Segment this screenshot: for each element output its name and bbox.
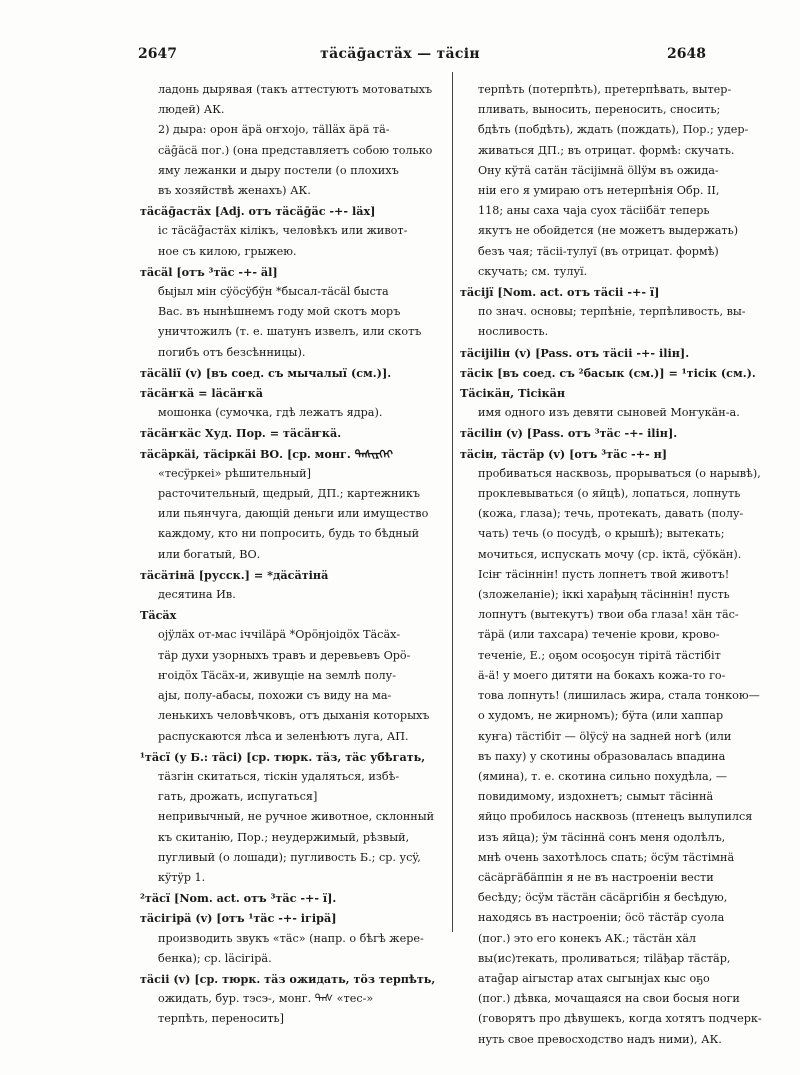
page-number-right: 2648 [667, 46, 706, 62]
entry-headword-line: тäсäркäi, тäсiркäi ВО. [ср. монг. ᠲᠡᠰᠢᠷᠬᠡᠢ [140, 446, 393, 461]
entry-text-line: повидимому, издохнетъ; сымыт тäсiннä [478, 790, 714, 804]
column-divider [452, 72, 453, 932]
entry-text-line: находясь въ настроенiи; öсö тäстäр суола [478, 911, 725, 925]
entry-headword-line: тäсiн, тäстäр (v) [отъ ³тäс -+- н] [460, 446, 668, 461]
entry-headword-line: тäсiliн (v) [Pass. отъ ³тäс -+- iliн]. [460, 426, 678, 441]
entry-text-line: имя одного изъ девяти сыновей Моҥукäн-а. [478, 406, 740, 420]
entry-text-line: пливать, выносить, переносить, сносить; [478, 103, 721, 117]
entry-text-line: въ хозяйствѣ женахъ) АК. [158, 184, 311, 198]
entry-headword-line: тäсii (v) [ср. тюрк. тäз ожидать, тӧз терпѣть, [140, 971, 436, 986]
entry-text-line: (кожа, глаза); течь, протекать, давать (полу- [478, 507, 744, 521]
entry-headword-line: тäсäḡастäх [Adj. отъ тäсäḡäс -+- lӓх] [140, 204, 376, 219]
entry-text-line: Iсiҥ тäсiннiн! пусть лопнетъ твой животъ! [478, 567, 730, 581]
entry-text-line: проклевываться (о яйцѣ), лопаться, лопнуть [478, 487, 741, 501]
running-header [0, 40, 800, 70]
entry-text-line: людей) АК. [158, 103, 225, 117]
entry-text-line: или богатый, ВО. [158, 547, 261, 561]
entry-text-line: каждому, кто ни попросить, будь то бѣдный [158, 527, 420, 541]
entry-text-line: (говорятъ про дѣвушекъ, когда хотятъ подчерк- [478, 1012, 762, 1026]
entry-text-line: быjыл мiн сÿöсÿбÿн *бысал-тäсäl быста [158, 285, 389, 299]
entry-text-line: тäрä (или тахсара) теченiе крови, крово- [478, 628, 720, 642]
entry-text-line: ожидать, бур. тэсэ-, монг. ᠲᠡᠰ «тес-» [158, 992, 374, 1006]
entry-text-line: бесѣду; öсÿм тäстäн сäсäргiбiн я бесѣдую, [478, 891, 728, 905]
entry-text-line: пробиваться насквозь, прорываться (о нарывѣ), [478, 466, 761, 480]
entry-text-line: въ паху) у скотины образовалась впадина [478, 749, 726, 763]
entry-text-line: бдѣть (побдѣть), ждать (пождать), Пор.; удер- [478, 123, 749, 137]
entry-text-line: «тесÿркеi» рѣшительный] [158, 466, 311, 480]
entry-headword-line: ²тäсï [Nom. act. отъ ³тäс -+- ï]. [140, 891, 337, 906]
entry-headword-line: тäсäҥкäс Худ. Пор. = тäсäҥкä. [140, 426, 342, 441]
entry-headword-line: тäсäl [отъ ³тäс -+- äl] [140, 264, 278, 279]
entry-text-line: кÿтÿр 1. [158, 870, 206, 884]
entry-text-line: носливость. [478, 325, 549, 339]
entry-text-line: 2) дыра: орон äрä оҥхоjо, тällӓх äрä тä- [158, 123, 390, 137]
entry-headword-line: ¹тäсï (у Б.: тäсi) [ср. тюрк. тäз, тäс убѣгать, [140, 749, 426, 764]
page-number-left: 2647 [138, 46, 177, 62]
entry-text-line: по знач. основы; терпѣнiе, терпѣливость, вы- [478, 305, 746, 319]
entry-headword-line: тäсiк [въ соед. съ ²басык (см.)] = ¹тiсiк (см.). [460, 365, 756, 380]
entry-headword-line: тäсäliï (v) [въ соед. съ мычалыï (см.)]. [140, 365, 392, 380]
entry-text-line: живаться ДП.; въ отрицат. формѣ: скучать. [478, 143, 735, 157]
entry-headword-line: тäсiгiрä (v) [отъ ¹тäс -+- iгiрä] [140, 911, 337, 926]
entry-headword-line: тäсijï [Nom. act. отъ тäсii -+- ï] [460, 285, 660, 300]
entry-text-line: атаḡар аiгыстар атах сыгынjах кыс оҕо [478, 971, 710, 985]
entry-text-line: сäсäргäбäппiн я не въ настроенiи вести [478, 870, 714, 884]
entry-text-line: мошонка (сумочка, гдѣ лежатъ ядра). [158, 406, 383, 420]
entry-text-line: ä-ä! у моего дитяти на бокахъ кожа-то го- [478, 668, 726, 682]
entry-text-line: чать) течь (о посудѣ, о крышѣ); вытекать; [478, 527, 725, 541]
entry-text-line: гать, дрожать, испугаться] [158, 790, 318, 804]
entry-text-line: нуть свое превосходство надъ ними), АК. [478, 1032, 722, 1046]
left-column [140, 80, 445, 1030]
entry-text-line: аjы, полу-абасы, похожи съ виду на ма- [158, 689, 392, 703]
entry-text-line: изъ яйца); ÿм тäсiннä сонъ меня одолѣлъ, [478, 830, 726, 844]
entry-text-line: оjÿлäх от-мас iччiläрä *Орӧнjоiдӧх Тäсäх- [158, 628, 401, 642]
entry-text-line: тäзгiн скитаться, тiскiн удаляться, избѣ- [158, 769, 400, 783]
entry-text-line: десятина Ив. [158, 588, 236, 602]
entry-headword-line: тäсijiliн (v) [Pass. отъ тäсii -+- iliн]. [460, 345, 690, 360]
entry-text-line: распускаются лѣса и зеленѣютъ луга, АП. [158, 729, 409, 743]
entry-text-line: тäр духи узорныхъ травъ и деревьевъ Орӧ- [158, 648, 411, 662]
right-column [460, 80, 778, 1050]
entry-text-line: ное съ килою, грыжею. [158, 244, 297, 258]
entry-text-line: мочиться, испускать мочу (ср. iктä, сÿöкäн). [478, 547, 742, 561]
entry-text-line: (зложеланiе); iккi харађың тäсiннiн! пусть [478, 588, 730, 602]
page-title: тäсäḡастäх — тäсiн [320, 46, 480, 62]
entry-text-line: ладонь дырявая (такъ аттестуютъ мотоватыхъ [158, 83, 433, 96]
entry-text-line: това лопнуть! (лишилась жира, стала тонкою— [478, 689, 760, 703]
entry-text-line: сäḡäсä пог.) (она представляетъ собою только [158, 143, 433, 157]
entry-text-line: (ямина), т. е. скотина сильно похудѣла, — [478, 769, 728, 783]
entry-text-line: iс тäсäḡастäх кiлiкъ, человѣкъ или живот- [158, 224, 408, 238]
entry-text-line: о худомъ, не жирномъ); бÿта (или хаппар [478, 709, 724, 723]
entry-text-line: 118; аны саха чаjа суох тäсiiбäт теперь [478, 204, 710, 218]
entry-text-line: уничтожилъ (т. е. шатунъ извелъ, или скотъ [158, 325, 422, 339]
entry-text-line: яму лежанки и дыру постели (о плохихъ [158, 163, 399, 177]
entry-text-line: якутъ не обойдется (не можетъ выдержать) [478, 224, 739, 238]
entry-text-line: Ону кÿтä сатäн тäсijiмнä öllÿм въ ожида- [478, 163, 719, 177]
entry-text-line: куҥа) тäстiбiт — ölÿсÿ на задней ногѣ (или [478, 729, 732, 743]
entry-text-line: скучать; см. тулуï. [478, 264, 588, 278]
entry-text-line: теченiе, Е.; оҕом осоҕосун тiрiтä тäстiбiт [478, 648, 721, 662]
entry-text-line: непривычный, не ручное животное, склонный [158, 810, 435, 824]
entry-text-line: (пог.) это его конекъ АК.; тäстäн хäл [478, 931, 696, 945]
entry-text-line: пугливый (о лошади); пугливость Б.; ср. усÿ, [158, 850, 421, 864]
entry-text-line: терпѣть (потерпѣть), претерпѣвать, вытер- [478, 83, 732, 96]
entry-text-line: Вас. въ нынѣшнемъ году мой скотъ моръ [158, 305, 401, 319]
entry-text-line: вы(ис)текать, проливаться; тiläђар тäстäр, [478, 951, 731, 965]
entry-text-line: ленькихъ человѣчковъ, отъ дыханiя которыхъ [158, 709, 430, 723]
entry-text-line: или пьянчуга, дающiй деньги или имущество [158, 507, 429, 521]
entry-headword-line: тäсäҥкä = lӓсäҥкä [140, 386, 264, 401]
entry-text-line: терпѣть, переносить] [158, 1012, 284, 1026]
entry-text-line: лопнутъ (вытекутъ) твои оба глаза! хäн тäс- [478, 608, 739, 622]
entry-headword-line: Тäсäх [140, 608, 177, 623]
entry-text-line: ҥоiдӧх Тäсäх-и, живущiе на землѣ полу- [158, 668, 397, 682]
entry-text-line: (пог.) дѣвка, мочащаяся на свои босыя ноги [478, 992, 740, 1006]
entry-headword-line: тäсäтiнä [русск.] = *дäсäтiнä [140, 567, 329, 582]
entry-text-line: къ скитанiю, Пор.; неудержимый, рѣзвый, [158, 830, 410, 844]
entry-text-line: производить звукъ «тäс» (напр. о бѣгѣ жере- [158, 931, 424, 945]
entry-headword-line: Тäсiкäн, Тiсiкäн [460, 386, 566, 401]
entry-text-line: бенка); ср. lӓсiгiрä. [158, 951, 272, 965]
entry-text-line: мнѣ очень захотѣлось спать; öсÿм тäстiмнä [478, 850, 735, 864]
entry-text-line: безъ чая; тäсii-тулуï (въ отрицат. формѣ) [478, 244, 719, 258]
entry-text-line: погибъ отъ безсѣнницы). [158, 345, 306, 359]
entry-text-line: расточительный, щедрый, ДП.; картежникъ [158, 487, 421, 501]
entry-text-line: яйцо пробилось насквозь (птенецъ вылупился [478, 810, 753, 824]
entry-text-line: нiи его я умираю отъ нетерпѣнiя Обр. II, [478, 184, 720, 198]
